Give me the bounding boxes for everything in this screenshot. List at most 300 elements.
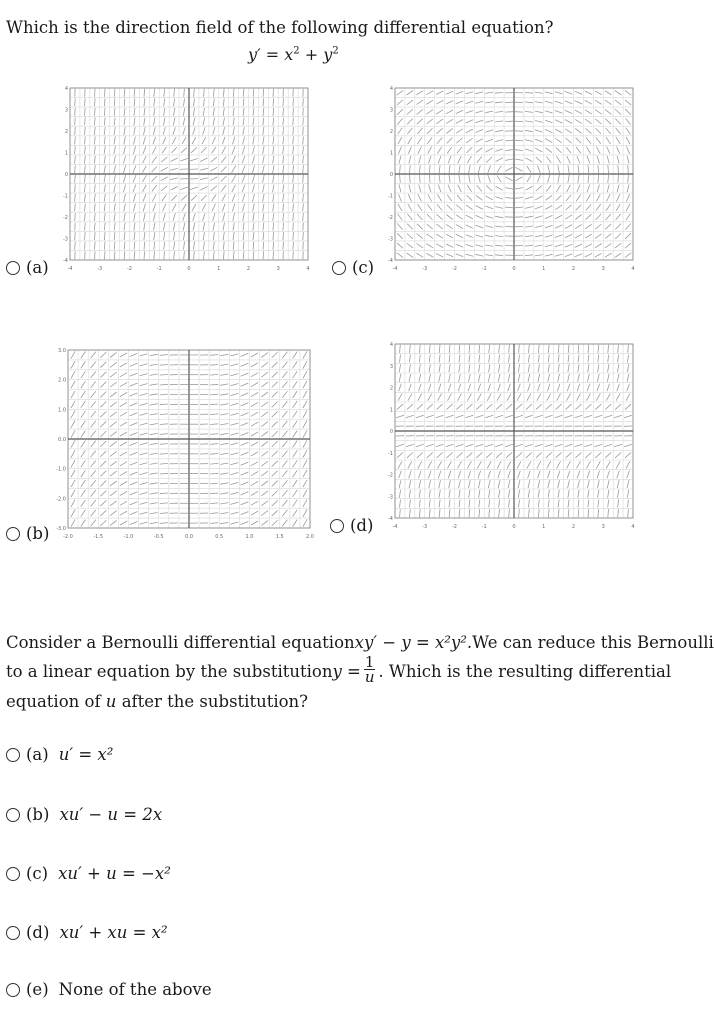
slope-segment: [273, 118, 274, 126]
slope-segment: [406, 444, 414, 447]
slope-segment: [293, 184, 294, 192]
slope-segment: [174, 242, 175, 250]
slope-segment: [598, 345, 599, 353]
slope-segment: [397, 224, 402, 230]
slope-segment: [241, 452, 249, 455]
slope-segment: [140, 443, 148, 445]
slope-segment: [273, 213, 274, 221]
slope-segment: [626, 204, 630, 211]
radio-circle-icon[interactable]: [6, 808, 20, 822]
slope-segment: [558, 509, 559, 517]
slope-segment: [303, 146, 304, 154]
slope-segment: [114, 108, 115, 116]
radio-circle-icon[interactable]: [330, 519, 344, 533]
slope-segment: [626, 128, 631, 135]
slope-segment: [110, 461, 117, 466]
slope-segment: [130, 423, 138, 426]
slope-segment: [449, 364, 450, 372]
option-b-radio[interactable]: [6, 524, 49, 543]
slope-segment: [418, 204, 423, 211]
slope-segment: [200, 168, 208, 170]
slope-segment: [627, 146, 630, 153]
slope-segment: [104, 98, 105, 106]
slope-segment: [565, 91, 573, 94]
slope-segment: [525, 121, 533, 122]
slope-segment: [476, 225, 484, 228]
slope-segment: [429, 165, 430, 173]
slope-segment: [110, 441, 117, 446]
slope-segment: [282, 500, 287, 506]
slope-segment: [243, 108, 244, 116]
slope-segment: [100, 471, 106, 477]
slope-segment: [499, 509, 500, 517]
y-tick-label: -2.0: [56, 496, 66, 503]
slope-segment: [272, 352, 278, 358]
slope-segment: [437, 204, 442, 210]
slope-segment: [154, 108, 155, 116]
x-tick-label: 2.0: [306, 534, 314, 540]
slope-segment: [220, 354, 228, 355]
option-d-radio[interactable]: [330, 516, 373, 535]
slope-segment: [293, 203, 294, 211]
slope-segment: [456, 101, 464, 104]
option-a-radio[interactable]: [6, 258, 49, 277]
slope-segment: [509, 345, 510, 353]
radio-circle-icon[interactable]: [6, 867, 20, 881]
slope-segment: [223, 242, 224, 250]
slope-segment: [537, 175, 540, 183]
slope-segment: [75, 165, 76, 173]
slope-segment: [181, 147, 187, 152]
slope-segment: [152, 194, 156, 201]
slope-segment: [203, 98, 204, 106]
slope-segment: [100, 411, 106, 417]
slope-segment: [596, 128, 602, 134]
slope-segment: [469, 480, 471, 488]
slope-segment: [429, 175, 430, 183]
slope-segment: [485, 235, 493, 237]
slope-segment: [525, 186, 532, 190]
slope-segment: [272, 411, 278, 417]
answer-a[interactable]: (a) u′ = x²: [6, 745, 113, 764]
slope-segment: [578, 175, 579, 183]
slope-segment: [293, 460, 298, 467]
slope-segment: [200, 178, 208, 180]
slope-segment: [134, 242, 135, 250]
slope-segment: [505, 444, 513, 447]
slope-segment: [160, 473, 168, 474]
slope-segment: [134, 232, 135, 240]
slope-segment: [555, 215, 562, 219]
slope-segment: [261, 412, 268, 417]
slope-segment: [488, 480, 490, 488]
slope-segment: [558, 364, 559, 372]
slope-segment: [210, 523, 218, 524]
slope-segment: [253, 118, 254, 126]
slope-segment: [525, 111, 533, 112]
answer-b[interactable]: (b) xu′ − u = 2x: [6, 805, 162, 824]
slope-segment: [263, 223, 264, 231]
slope-segment: [283, 232, 284, 240]
slope-segment: [153, 213, 155, 221]
slope-segment: [469, 490, 470, 498]
slope-segment: [81, 490, 86, 497]
slope-segment: [124, 156, 126, 164]
slope-segment: [303, 381, 307, 388]
y-tick-label: 1.0: [58, 407, 66, 414]
slope-segment: [194, 89, 195, 97]
slope-segment: [153, 127, 155, 135]
question2-line1: Consider a Bernoulli differential equation xy′ − y = x²y². We can reduce this Bernoulli: [6, 633, 714, 652]
slope-segment: [152, 166, 158, 172]
slope-segment: [261, 392, 268, 397]
slope-segment: [595, 404, 601, 410]
slope-segment: [487, 461, 491, 468]
slope-segment: [608, 500, 609, 508]
y-tick-label: 4: [389, 342, 393, 348]
slope-segment: [408, 137, 412, 144]
direction-field-b-plot: [56, 346, 314, 540]
slope-segment: [152, 147, 156, 154]
slope-segment: [114, 118, 115, 126]
slope-segment: [71, 510, 75, 517]
slope-segment: [104, 232, 105, 240]
slope-segment: [448, 384, 451, 392]
slope-segment: [210, 473, 218, 474]
x-tick-label: -0.5: [153, 534, 164, 540]
slope-segment: [448, 185, 451, 192]
slope-segment: [251, 472, 258, 476]
slope-segment: [456, 120, 463, 124]
slope-segment: [100, 500, 106, 506]
slope-segment: [241, 373, 249, 376]
slope-segment: [608, 490, 609, 498]
slope-segment: [488, 175, 491, 183]
slope-segment: [100, 461, 106, 467]
slope-segment: [447, 147, 452, 154]
slope-segment: [526, 452, 532, 458]
slope-segment: [124, 223, 125, 231]
slope-segment: [124, 146, 126, 154]
slope-segment: [81, 371, 86, 378]
slope-segment: [241, 512, 249, 515]
slope-segment: [625, 404, 631, 410]
slope-segment: [605, 243, 612, 248]
slope-segment: [598, 355, 599, 363]
slope-segment: [251, 373, 258, 377]
slope-segment: [190, 187, 198, 190]
slope-segment: [263, 242, 264, 250]
answer-e[interactable]: (e) None of the above: [6, 980, 212, 999]
slope-segment: [536, 186, 542, 191]
slope-segment: [436, 110, 443, 114]
slope-segment: [558, 175, 560, 183]
slope-segment: [409, 500, 410, 508]
x-tick-label: 3: [601, 524, 605, 530]
slope-segment: [120, 501, 127, 505]
slope-segment: [273, 146, 274, 154]
slope-segment: [282, 441, 287, 448]
slope-segment: [488, 166, 491, 174]
slope-segment: [535, 245, 543, 246]
slope-segment: [220, 483, 228, 484]
slope-segment: [114, 146, 116, 154]
slope-segment: [485, 130, 493, 132]
radio-circle-icon[interactable]: [6, 983, 20, 997]
slope-segment: [437, 404, 443, 410]
slope-segment: [220, 394, 228, 395]
option-c-radio[interactable]: [332, 258, 374, 277]
slope-segment: [193, 223, 195, 231]
slope-segment: [105, 89, 106, 97]
slope-segment: [606, 137, 611, 144]
slope-segment: [91, 490, 96, 496]
slope-segment: [506, 404, 512, 410]
slope-segment: [605, 234, 611, 239]
radio-circle-icon[interactable]: [6, 261, 20, 275]
slope-segment: [261, 501, 268, 506]
slope-segment: [588, 345, 589, 353]
slope-segment: [497, 175, 501, 182]
slope-segment: [220, 443, 228, 444]
slope-segment: [161, 167, 168, 171]
slope-segment: [545, 245, 553, 247]
slope-segment: [436, 224, 443, 229]
slope-segment: [605, 253, 612, 257]
slope-segment: [134, 137, 136, 145]
slope-segment: [486, 404, 492, 410]
slope-segment: [467, 195, 473, 201]
slope-segment: [162, 195, 167, 202]
slope-segment: [140, 403, 148, 405]
slope-segment: [150, 493, 158, 494]
slope-segment: [397, 243, 403, 248]
slope-segment: [211, 186, 217, 191]
slope-segment: [626, 461, 630, 468]
slope-segment: [605, 404, 611, 410]
slope-segment: [303, 519, 307, 526]
slope-segment: [498, 384, 501, 392]
slope-segment: [241, 472, 249, 475]
slope-segment: [428, 471, 431, 479]
slope-segment: [114, 242, 115, 250]
slope-segment: [130, 472, 138, 475]
slope-segment: [575, 444, 583, 447]
slope-segment: [568, 500, 569, 508]
slope-segment: [253, 204, 255, 212]
slope-segment: [618, 175, 619, 183]
slope-segment: [446, 415, 454, 418]
slope-segment: [466, 120, 473, 123]
slope-segment: [272, 431, 278, 437]
slope-segment: [625, 253, 632, 258]
slope-segment: [399, 471, 402, 479]
slope-segment: [426, 91, 433, 95]
y-tick-label: 0.0: [58, 437, 66, 443]
radio-circle-icon[interactable]: [6, 527, 20, 541]
slope-segment: [81, 460, 86, 467]
slope-segment: [607, 156, 609, 164]
slope-segment: [607, 194, 611, 201]
y-tick-label: -1.0: [56, 466, 66, 473]
slope-segment: [616, 461, 620, 468]
slope-segment: [100, 382, 106, 388]
slope-segment: [223, 98, 224, 106]
slope-segment: [261, 402, 268, 407]
slope-segment: [475, 444, 483, 447]
slope-segment: [567, 384, 570, 392]
slope-segment: [508, 364, 509, 372]
slope-segment: [85, 127, 86, 135]
slope-segment: [162, 147, 167, 154]
slope-segment: [181, 195, 187, 200]
slope-segment: [489, 490, 490, 498]
slope-segment: [273, 156, 274, 164]
slope-segment: [152, 157, 157, 163]
slope-segment: [608, 364, 609, 372]
slope-segment: [458, 384, 461, 392]
slope-segment: [150, 354, 158, 355]
x-tick-label: 4: [631, 266, 635, 272]
slope-segment: [293, 117, 294, 125]
direction-field-c-plot: [383, 84, 637, 272]
slope-segment: [516, 404, 522, 410]
slope-segment: [535, 216, 543, 218]
slope-segment: [140, 433, 148, 435]
slope-segment: [489, 509, 490, 517]
slope-segment: [293, 156, 294, 164]
slope-segment: [220, 404, 228, 405]
slope-segment: [476, 404, 482, 410]
slope-segment: [204, 251, 205, 259]
slope-segment: [213, 223, 215, 231]
slope-segment: [210, 374, 218, 375]
slope-segment: [568, 509, 569, 517]
slope-segment: [586, 461, 590, 468]
slope-segment: [605, 91, 612, 95]
slope-segment: [273, 127, 274, 135]
slope-segment: [110, 372, 117, 377]
slope-segment: [282, 362, 287, 369]
slope-segment: [576, 147, 581, 154]
slope-segment: [439, 490, 440, 498]
slope-segment: [193, 108, 194, 116]
slope-segment: [230, 512, 238, 514]
slope-segment: [578, 364, 579, 372]
slope-segment: [251, 442, 258, 446]
slope-segment: [150, 483, 158, 484]
slope-segment: [615, 243, 621, 248]
slope-segment: [110, 362, 117, 367]
slope-segment: [407, 452, 413, 458]
slope-segment: [191, 147, 197, 152]
slope-segment: [130, 433, 138, 436]
slope-segment: [154, 223, 156, 231]
slope-segment: [627, 156, 629, 164]
slope-segment: [253, 137, 255, 145]
question1-equation: $y' = x^2 + y^2$: [248, 45, 339, 64]
slope-segment: [160, 513, 168, 514]
slope-segment: [575, 129, 581, 134]
slope-segment: [518, 471, 521, 479]
slope-segment: [585, 244, 592, 248]
slope-segment: [437, 214, 443, 219]
radio-circle-icon[interactable]: [332, 261, 346, 275]
slope-segment: [429, 509, 430, 517]
slope-segment: [303, 137, 304, 145]
slope-segment: [210, 454, 218, 455]
slope-segment: [75, 203, 76, 211]
radio-circle-icon[interactable]: [6, 926, 20, 940]
slope-segment: [75, 242, 76, 250]
slope-segment: [408, 394, 412, 401]
slope-segment: [495, 207, 503, 209]
slope-segment: [192, 137, 196, 144]
slope-segment: [558, 355, 559, 363]
slope-segment: [144, 108, 145, 116]
slope-segment: [220, 424, 228, 425]
slope-segment: [399, 364, 400, 372]
slope-segment: [604, 444, 612, 447]
slope-segment: [576, 138, 582, 144]
y-tick-label: 2: [389, 129, 393, 135]
slope-segment: [427, 119, 433, 124]
slope-segment: [586, 394, 590, 401]
answer-d[interactable]: (d) xu′ + xu = x²: [6, 923, 168, 942]
slope-segment: [608, 175, 609, 183]
slope-segment: [81, 401, 86, 408]
option-d-label: (d): [350, 516, 374, 535]
slope-segment: [213, 127, 215, 135]
y-tick-label: -4: [388, 516, 393, 522]
slope-segment: [545, 92, 553, 94]
slope-segment: [261, 471, 268, 476]
radio-circle-icon[interactable]: [6, 748, 20, 762]
slope-segment: [71, 351, 75, 358]
slope-segment: [110, 352, 117, 357]
x-tick-label: 2: [246, 266, 251, 272]
slope-segment: [596, 214, 602, 220]
slope-segment: [241, 462, 249, 465]
slope-segment: [114, 204, 115, 212]
slope-segment: [91, 480, 96, 486]
slope-segment: [273, 251, 274, 259]
slope-segment: [261, 422, 268, 427]
slope-segment: [597, 384, 600, 392]
slope-segment: [557, 471, 560, 479]
slope-segment: [233, 251, 234, 259]
slope-segment: [283, 108, 284, 116]
slope-segment: [120, 432, 127, 436]
slope-segment: [408, 146, 411, 153]
slope-segment: [282, 372, 287, 378]
slope-segment: [615, 224, 621, 230]
slope-segment: [449, 165, 450, 173]
slope-segment: [120, 462, 127, 466]
slope-segment: [476, 120, 484, 123]
slope-segment: [587, 384, 590, 392]
slope-segment: [243, 251, 244, 259]
slope-segment: [293, 165, 294, 173]
slope-segment: [130, 452, 138, 455]
slope-segment: [263, 156, 265, 164]
slope-segment: [576, 205, 582, 211]
fraction-1-over-u: $\frac{1}{u}$: [364, 653, 375, 686]
slope-segment: [545, 254, 553, 256]
slope-segment: [163, 223, 165, 231]
answer-c[interactable]: (c) xu′ + u = −x²: [6, 864, 171, 883]
slope-segment: [538, 490, 539, 498]
